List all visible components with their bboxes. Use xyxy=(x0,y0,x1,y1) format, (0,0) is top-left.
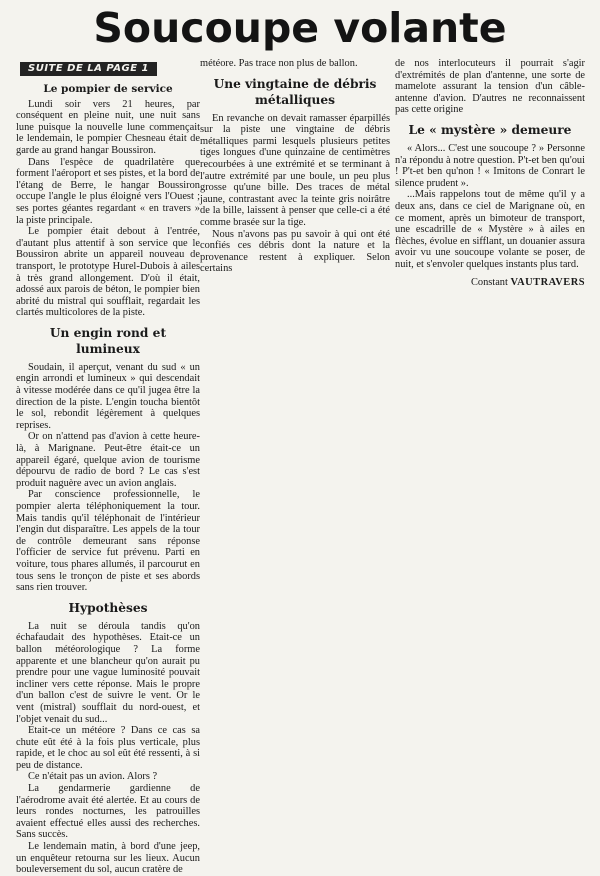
paragraph: Dans l'espèce de quadrilatère que forment l'aéroport et ses pistes, et la bord de l'étang de Berre, le hangar Boussiron occupe l'angle le plus éloigné vers l'Ouest ; ses portes géantes regardant « en travers » la piste principale. xyxy=(16,156,200,226)
subheading-pompier: Le pompier de service xyxy=(43,82,173,95)
column-1 xyxy=(16,58,200,876)
paragraph: Ce n'était pas un avion. Alors ? xyxy=(28,771,158,783)
paragraph: Or on n'attend pas d'avion à cette heure-là, à Marignane. Peut-être était-ce un appareil égaré, quelque avion de tourisme dépourvu de radio de bord ? Le cas s'est produit naguère avec un avion anglais. xyxy=(16,431,200,489)
continued-banner: SUITE DE LA PAGE 1 xyxy=(20,62,157,76)
signature-last-name: VAUTRAVERS xyxy=(510,276,585,288)
paragraph: Le pompier était debout à l'entrée, d'autant plus attentif à son service que le Boussiron abrite un appareil nouveau de transport, le prototype Hurel-Dubois à ailes à très grand allongement. D'où il était, adossé aux parois de béton, le pompier bien abrité du mistral qui soufflait, regardait les clartés multicolores de la piste. xyxy=(16,226,200,319)
subheading-mystere: Le « mystère » demeure xyxy=(408,122,572,137)
signature-first-name: Constant xyxy=(470,276,508,288)
paragraph: La gendarmerie gardienne de l'aérodrome avait été alertée. Et au cours de leurs rondes nocturnes, les patrouilles avaient effectué elles aussi des recherches. Sans succès. xyxy=(16,783,200,841)
paragraph: ...Mais rappelons tout de même qu'il y a deux ans, dans ce ciel de Marignane où, en ce moment, après un bimoteur de transport, une escadrille de « Mystère » à ailes en flèches, évolue en sifflant, un douanier assura avoir vu une soucoupe volante se poser, de nuit, et s'envoler quelques instants plus tard. xyxy=(395,189,585,270)
headline: Soucoupe volante xyxy=(93,4,507,52)
paragraph: « Alors... C'est une soucoupe ? » Personne n'a répondu à notre question. P't-et ben qu'oui ! P't-et ben qu'non ! « Imitons de Conrart le silence prudent ». xyxy=(395,142,585,189)
paragraph: Soudain, il aperçut, venant du sud « un engin arrondi et lumineux » qui descendait à vitesse modérée dans ce qu'il jugea être la direction de la piste. L'engin toucha bientôt le sol, rebondit légèrement à quelques reprises. xyxy=(16,361,200,431)
paragraph: Nous n'avons pas pu savoir à qui ont été confiés ces débris dont la nature et la provenance restent à expliquer. Selon certains xyxy=(200,228,390,275)
column-3 xyxy=(395,58,585,288)
paragraph: Lundi soir vers 21 heures, par conséquent en pleine nuit, une nuit sans lune puisque la nouvelle lune commençait le lendemain, le pompier Chesneau était de garde au grand hangar Boussiron. xyxy=(16,98,200,156)
paragraph: Par conscience professionnelle, le pompier alerta téléphoniquement la tour. Mais tandis qu'il téléphonait de l'intérieur l'engin dut disparaître. Les appels de la tour de contrôle demeurant sans réponse l'officier de service fut prévenu. Parti en voiture, tous phares allumés, il parcourut en tous sens le tronçon de piste et ses abords sans rien trouver. xyxy=(16,489,200,594)
paragraph: Etait-ce un météore ? Dans ce cas sa chute eût été à la fois plus verticale, plus rapide, et le choc au sol eût été ressenti, à si peu de distance. xyxy=(16,725,200,771)
subheading-hypotheses: Hypothèses xyxy=(68,600,148,615)
paragraph: Le lendemain matin, à bord d'une jeep, un enquêteur retourna sur les lieux. Aucun bouleversement du sol, aucun cratère de xyxy=(16,841,200,876)
signature xyxy=(395,277,585,289)
paragraph: de nos interlocuteurs il pourrait s'agir d'extrémités de plan d'antenne, une sorte de mamelote assurant la tension d'un câble-antenne d'avion. D'autres ne reconnaissent pas cette origine xyxy=(395,58,585,116)
paragraph: météore. Pas trace non plus de ballon. xyxy=(200,58,358,69)
paragraph: En revanche on devait ramasser éparpillés sur la piste une vingtaine de débris métalliques parmi lesquels plusieurs petites tiges longues d'une quinzaine de centimètres recourbées à une extrémité et se terminant à l'autre extrémité par une boule, un peu plus grosse qu'une bille. Des traces de métal jaune, contrastant avec la teinte gris noirâtre de la bille, laissent à penser que celle-ci a été comme brasée sur la tige. xyxy=(200,112,390,228)
paragraph: La nuit se déroula tandis qu'on échafaudait des hypothèses. Etait-ce un ballon météorologique ? La forme apparente et une blancheur qu'on aurait pu prendre pour une vague luminosité pouvait incliner vers cette réponse. Mais le propre d'un ballon c'est de suivre le vent. Or le vent (mistral) soufflait du nord-ouest, et l'objet venait du sud... xyxy=(16,620,200,725)
subheading-engin: Un engin rond et lumineux xyxy=(49,325,167,356)
subheading-debris: Une vingtaine de débris métalliques xyxy=(213,76,377,107)
column-2 xyxy=(200,58,390,275)
